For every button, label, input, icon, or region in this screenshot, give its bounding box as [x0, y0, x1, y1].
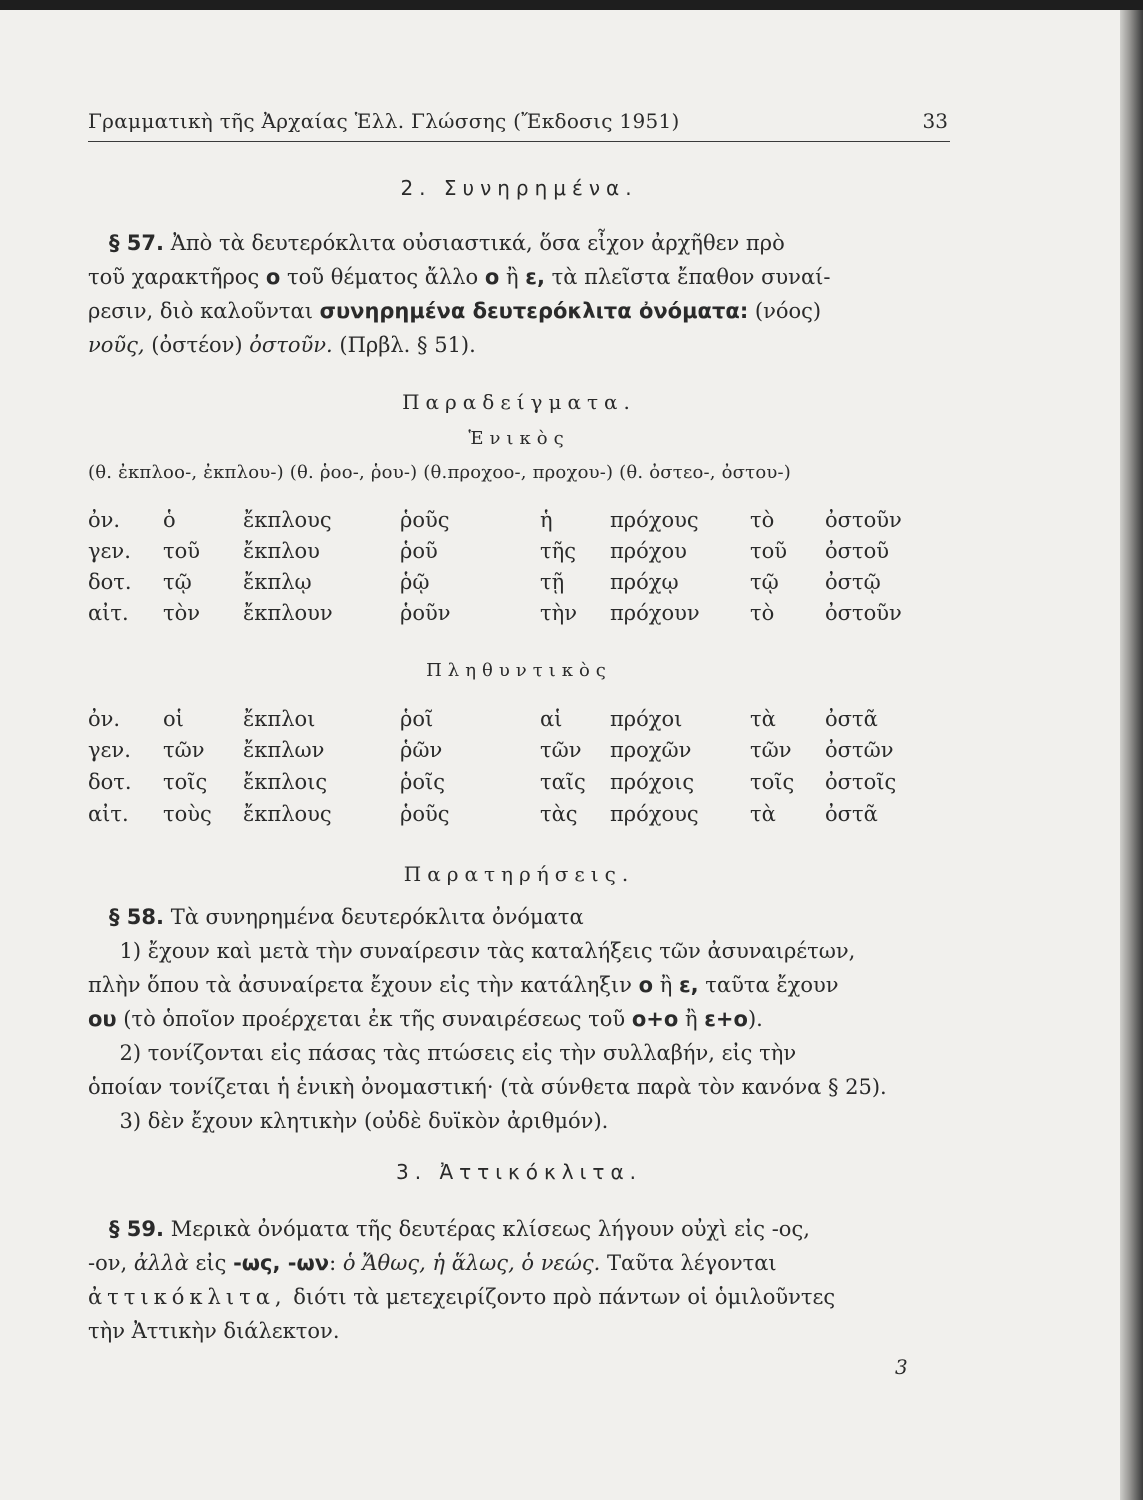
p59-line-2: -ον, ἀλλὰ εἰς -ως, -ων: ὁ Ἄθως, ἡ ἅλως, ὁ νεώς. Ταῦτα λέγονται	[88, 1251, 777, 1275]
page-number: 33	[922, 109, 948, 133]
table-row: αἰτ. τοὺς ἔκπλους ῥοῦς τὰς πρόχους τὰ ὀστᾶ	[88, 802, 878, 826]
paragraph-59	[88, 1212, 950, 1348]
p57-line-2: τοῦ χαρακτῆρος ο τοῦ θέματος ἄλλο ο ἢ ε, τὰ πλεῖστα ἔπαθον συναί-	[88, 265, 831, 289]
p59-line-3: ἀττικόκλιτα, διότι τὰ μετεχειρίζοντο πρὸ πάντων οἱ ὁμιλοῦντες	[88, 1285, 836, 1309]
header-title: Γραμματικὴ τῆς Ἀρχαίας Ἑλλ. Γλώσσης (Ἔκδοσις 1951)	[88, 109, 680, 133]
table-row: ὀν. ὁ ἔκπλους ῥοῦς ἡ πρόχους τὸ ὀστοῦν	[88, 508, 902, 532]
p57-line-3: ρεσιν, διὸ καλοῦνται συνηρημένα δευτερόκλιτα ὀνόματα: (νόος)	[88, 299, 822, 323]
table-row: γεν. τοῦ ἔκπλου ῥοῦ τῆς πρόχου τοῦ ὀστοῦ	[88, 539, 890, 563]
paragraph-58	[88, 900, 950, 1138]
p58-line-2: 1) ἔχουν καὶ μετὰ τὴν συναίρεσιν τὰς καταλήξεις τῶν ἀσυναιρέτων,	[119, 939, 856, 963]
plural-heading: Πληθυντικὸς	[426, 660, 612, 681]
table-row: δοτ. τῷ ἔκπλῳ ῥῷ τῇ πρόχῳ τῷ ὀστῷ	[88, 570, 881, 594]
examples-heading: Παραδείγματα.	[402, 390, 636, 414]
p59-line-4: τὴν Ἀττικὴν διάλεκτον.	[88, 1319, 340, 1343]
p59-line-1: § 59. Μερικὰ ὀνόματα τῆς δευτέρας κλίσεως λήγουν οὐχὶ εἰς -ος,	[109, 1217, 810, 1241]
table-row: ὀν. οἱ ἔκπλοι ῥοῖ αἱ πρόχοι τὰ ὀστᾶ	[88, 707, 878, 731]
signature-mark: 3	[895, 1355, 908, 1379]
p58-line-6: ὁποίαν τονίζεται ἡ ἑνικὴ ὀνομαστική· (τὰ σύνθετα παρὰ τὸν κανόνα § 25).	[88, 1075, 887, 1099]
p58-line-4: ου (τὸ ὁποῖον προέρχεται ἐκ τῆς συναιρέσεως τοῦ ο+ο ἢ ε+ο).	[88, 1007, 763, 1031]
stem-line: (θ. ἐκπλοο-, ἐκπλου-) (θ. ῥοο-, ῥου-) (θ.προχοο-, προχου-) (θ. ὀστεο-, ὀστου-)	[88, 462, 792, 483]
p58-line-1: § 58. Τὰ συνηρημένα δευτερόκλιτα ὀνόματα	[109, 905, 584, 929]
table-row: αἰτ. τὸν ἔκπλουν ῥοῦν τὴν πρόχουν τὸ ὀστοῦν	[88, 601, 902, 625]
table-row: γεν. τῶν ἔκπλων ῥῶν τῶν προχῶν τῶν ὀστῶν	[88, 738, 894, 762]
p58-line-5: 2) τονίζονται εἰς πάσας τὰς πτώσεις εἰς τὴν συλλαβήν, εἰς τὴν	[119, 1041, 797, 1065]
p58-line-3: πλὴν ὅπου τὰ ἀσυναίρετα ἔχουν εἰς τὴν κατάληξιν ο ἢ ε, ταῦτα ἔχουν	[88, 973, 839, 997]
p58-line-7: 3) δὲν ἔχουν κλητικὴν (οὐδὲ δυϊκὸν ἀριθμόν).	[119, 1109, 609, 1133]
remarks-heading: Παρατηρήσεις.	[403, 862, 635, 886]
table-row: δοτ. τοῖς ἔκπλοις ῥοῖς ταῖς πρόχοις τοῖς ὀστοῖς	[88, 770, 897, 794]
singular-heading: Ἑνικὸς	[468, 428, 570, 449]
running-header	[88, 105, 950, 142]
section-heading-contracted: 2. Συνηρημένα.	[400, 176, 638, 200]
p57-line-1: § 57. Ἀπὸ τὰ δευτερόκλιτα οὐσιαστικά, ὅσα εἶχον ἀρχῆθεν πρὸ	[109, 231, 785, 255]
page-edge	[1120, 10, 1143, 1500]
section-heading-attic: 3. Ἀττικόκλιτα.	[396, 1160, 642, 1184]
p57-line-4: νοῦς, (ὀστέον) ὀστοῦν. (Πρβλ. § 51).	[88, 333, 476, 357]
paragraph-57	[88, 226, 950, 362]
